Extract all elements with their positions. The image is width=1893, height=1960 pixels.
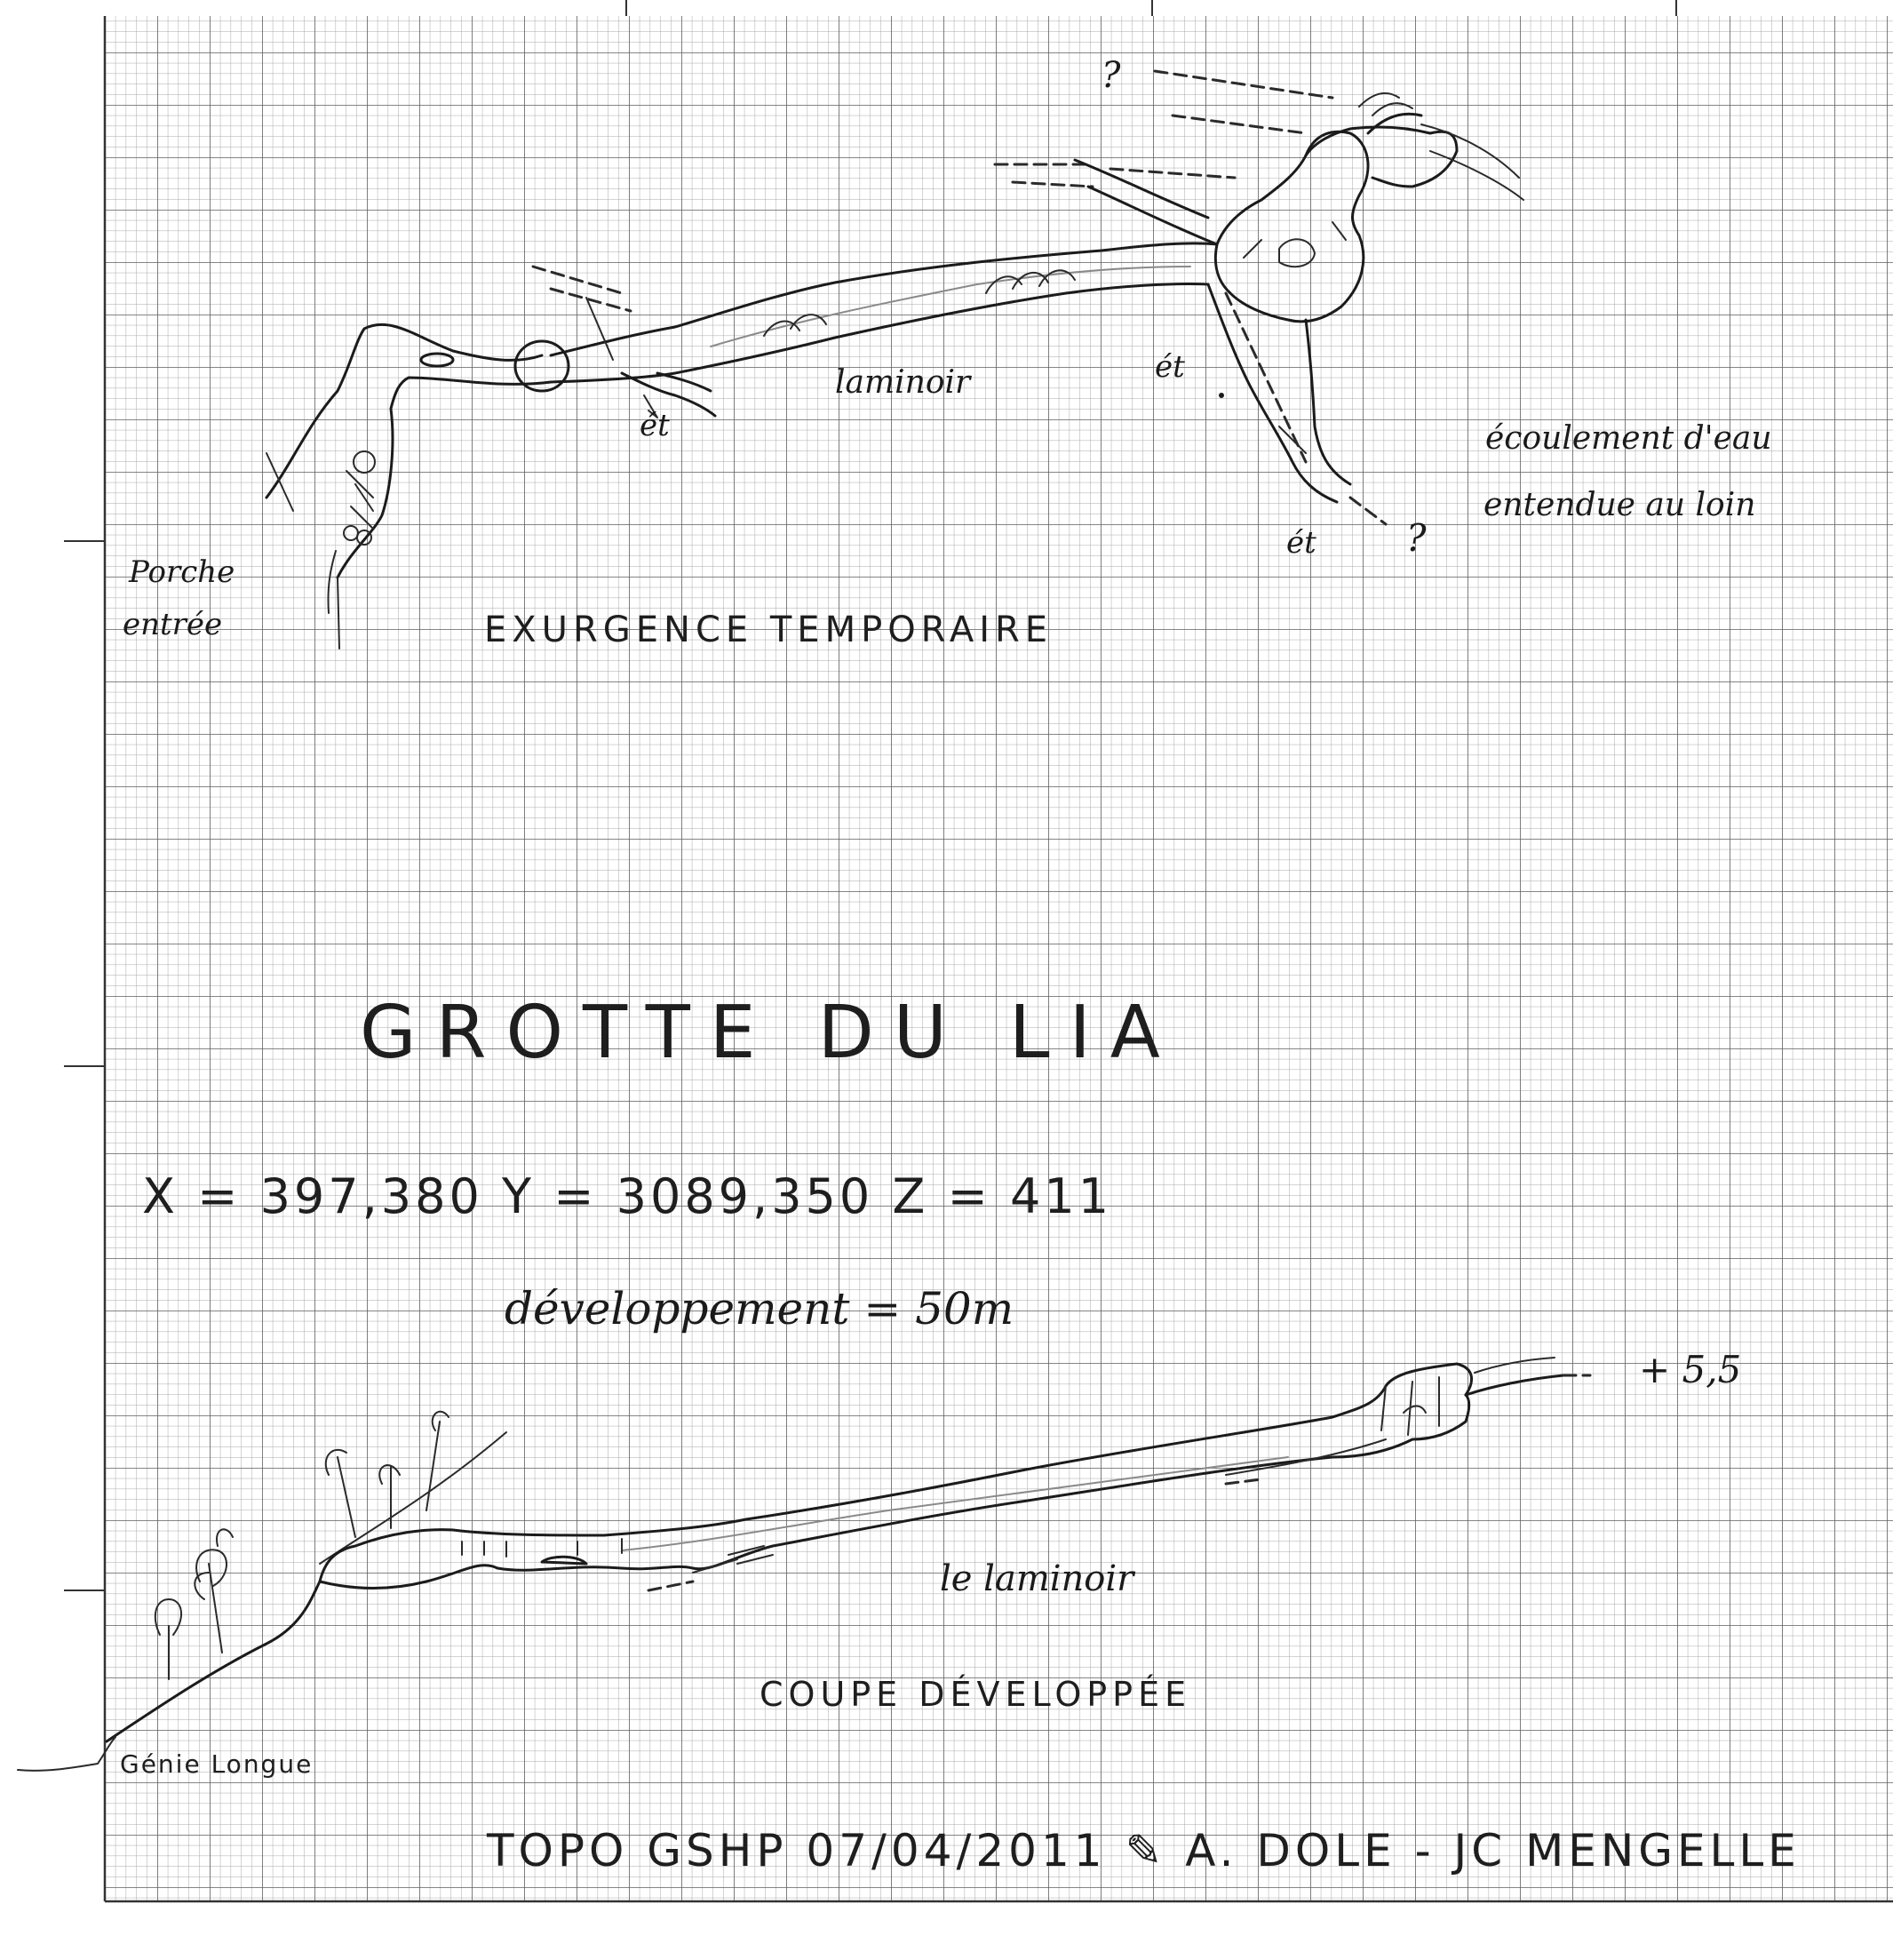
page-title: GROTTE DU LIA — [360, 991, 1180, 1075]
label-laminoir-plan: laminoir — [835, 364, 971, 401]
label-porche-line1: Porche — [129, 554, 235, 590]
label-question-2: ? — [1406, 516, 1427, 560]
graph-paper — [64, 0, 1893, 1901]
section-subtitle: COUPE DÉVELOPPÉE — [760, 1675, 1192, 1714]
plan-subtitle: EXURGENCE TEMPORAIRE — [484, 610, 1054, 650]
coordinates: X = 397,380 Y = 3089,350 Z = 411 — [142, 1168, 1113, 1224]
label-laminoir-section: le laminoir — [940, 1558, 1134, 1599]
label-water-line2: entendue au loin — [1483, 487, 1756, 523]
label-et-1: ét — [640, 408, 670, 443]
label-question-1: ? — [1102, 55, 1121, 96]
label-et-2: ét — [1155, 349, 1185, 385]
label-water-line1: écoulement d'eau — [1485, 420, 1772, 457]
survey-credits: TOPO GSHP 07/04/2011 ✎ A. DOLE - JC MENGELLE — [487, 1825, 1801, 1876]
label-et-3: ét — [1286, 525, 1316, 561]
label-elevation: + 5,5 — [1639, 1348, 1742, 1391]
label-porche-line2: entrée — [123, 607, 223, 642]
label-genie-longue: Génie Longue — [120, 1749, 314, 1779]
development-length: développement = 50m — [505, 1283, 1014, 1335]
